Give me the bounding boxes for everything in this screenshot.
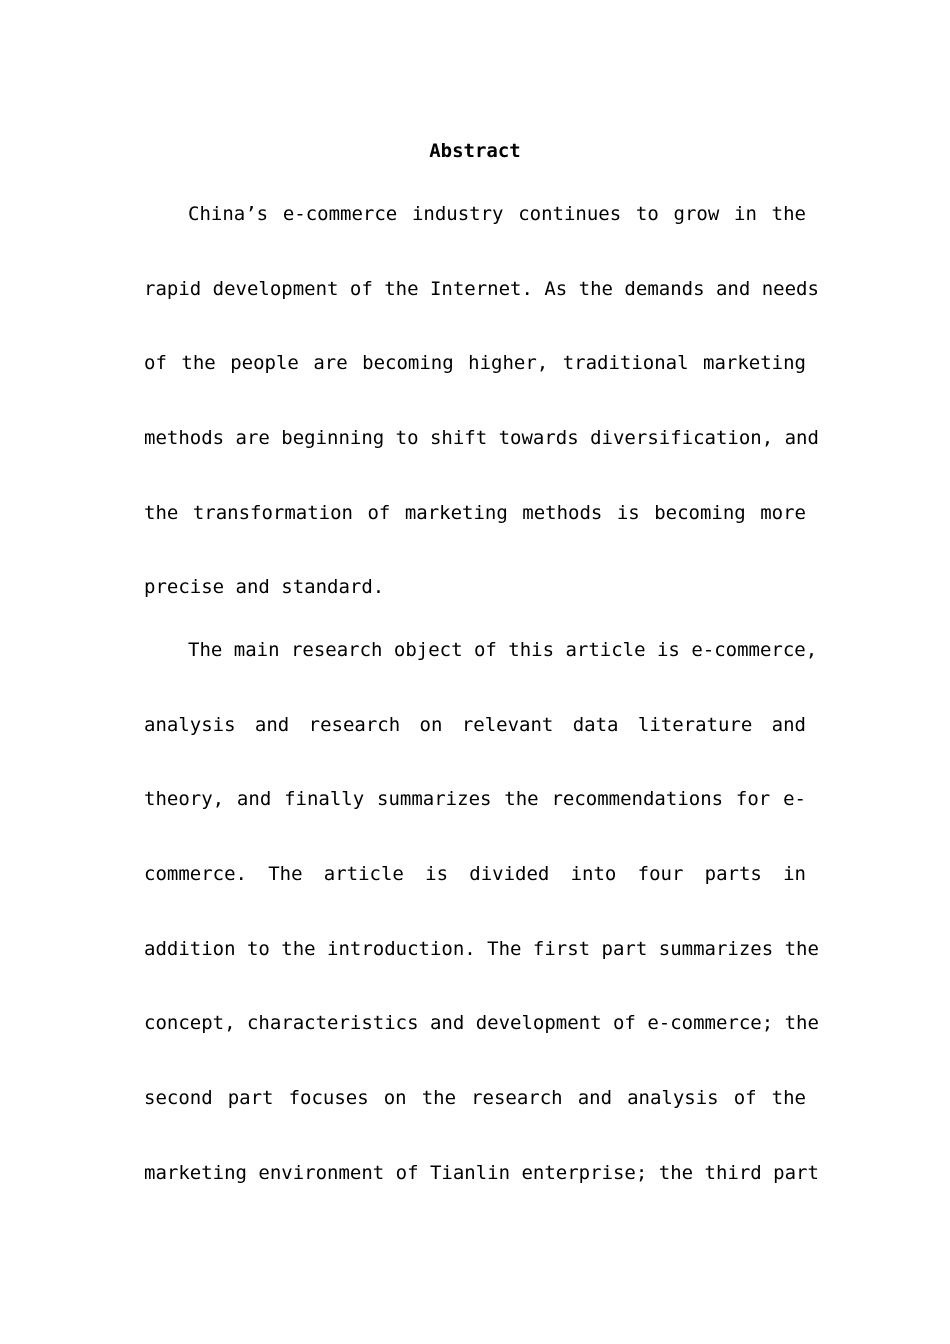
paragraph-2-line-4: commerce. The article is divided into four parts in bbox=[144, 863, 806, 885]
paragraph-1-line-1: China’s e-commerce industry continues to grow in the bbox=[188, 203, 806, 225]
paragraph-1-line-3: of the people are becoming higher, traditional marketing bbox=[144, 352, 806, 374]
paragraph-2-line-1: The main research object of this article is e-commerce, bbox=[188, 639, 818, 661]
paragraph-2-line-6: concept, characteristics and development of e-commerce; the bbox=[144, 1012, 819, 1034]
paragraph-2-line-7: second part focuses on the research and analysis of the bbox=[144, 1087, 806, 1109]
paragraph-1-line-5: the transformation of marketing methods is becoming more bbox=[144, 502, 806, 524]
paragraph-2-line-2: analysis and research on relevant data literature and bbox=[144, 714, 806, 736]
paragraph-2-line-8: marketing environment of Tianlin enterprise; the third part bbox=[144, 1162, 819, 1184]
paragraph-2-line-5: addition to the introduction. The first part summarizes the bbox=[144, 938, 819, 960]
abstract-title: Abstract bbox=[429, 140, 521, 162]
paragraph-1-line-2: rapid development of the Internet. As the demands and needs bbox=[144, 278, 819, 300]
paragraph-1-line-4: methods are beginning to shift towards diversification, and bbox=[144, 427, 819, 449]
paragraph-2-line-3: theory, and finally summarizes the recommendations for e- bbox=[144, 788, 806, 810]
paragraph-1-line-6: precise and standard. bbox=[144, 576, 385, 598]
